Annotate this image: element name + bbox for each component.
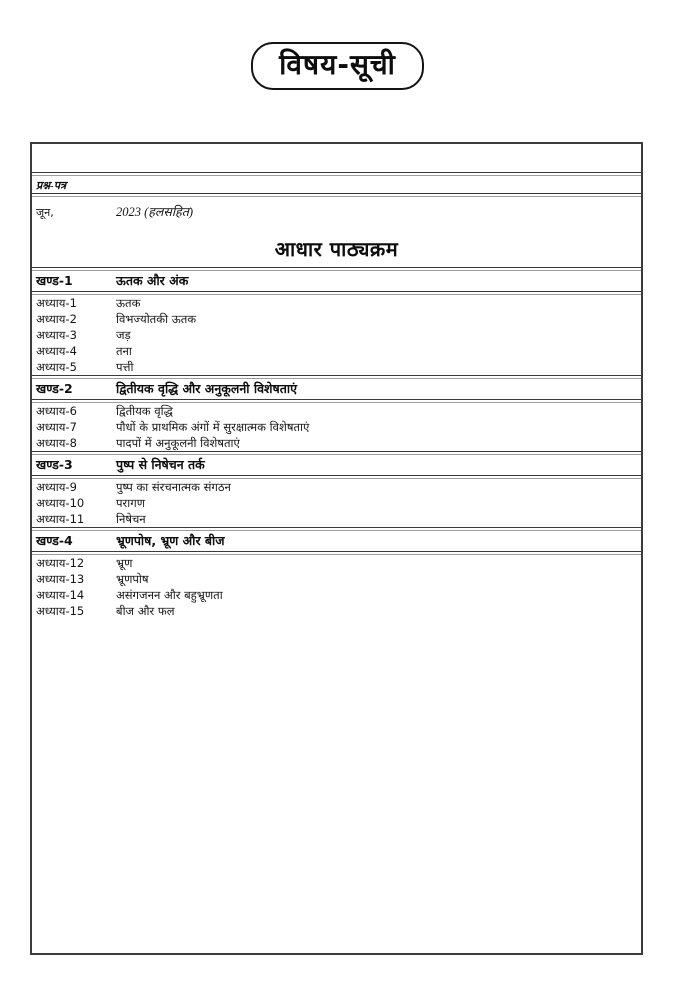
unit-title: ऊतक और अंक — [116, 273, 189, 288]
chapter-row — [32, 587, 641, 603]
unit-label: खण्ड-4 — [36, 533, 73, 548]
chapter-title: द्वितीयक वृद्धि — [116, 404, 173, 418]
chapter-label: अध्याय-7 — [36, 420, 77, 434]
chapter-title: भ्रूणपोष — [116, 572, 149, 586]
chapter-row — [32, 435, 641, 451]
unit-row — [32, 455, 641, 475]
chapter-title: पौधों के प्राथमिक अंगों में सुरक्षात्मक विशेषताएं — [116, 420, 310, 434]
empty-header-row — [32, 144, 641, 172]
chapter-title: ऊतक — [116, 296, 141, 310]
chapter-label: अध्याय-4 — [36, 344, 77, 358]
unit-label: खण्ड-2 — [36, 381, 73, 396]
chapter-label: अध्याय-12 — [36, 556, 85, 570]
chapter-title: तना — [116, 344, 132, 358]
chapter-label: अध्याय-13 — [36, 572, 85, 586]
unit-title: द्वितीयक वृद्धि और अनुकूलनी विशेषताएं — [116, 381, 298, 396]
chapter-row — [32, 511, 641, 527]
units-list — [32, 267, 641, 619]
chapter-title: पत्ती — [116, 360, 134, 374]
chapter-row — [32, 571, 641, 587]
chapter-label: अध्याय-5 — [36, 360, 77, 374]
chapter-row — [32, 359, 641, 375]
chapter-title: पुष्प का संरचनात्मक संगठन — [116, 480, 231, 494]
chapter-title: निषेचन — [116, 512, 146, 526]
chapter-row — [32, 479, 641, 495]
chapter-label: अध्याय-10 — [36, 496, 85, 510]
toc-table — [30, 142, 643, 955]
chapter-label: अध्याय-2 — [36, 312, 77, 326]
chapter-title: जड़ — [116, 328, 131, 342]
chapter-title: बीज और फल — [116, 604, 175, 618]
unit-row — [32, 379, 641, 399]
chapter-row — [32, 343, 641, 359]
chapter-title: असंगजनन और बहुभ्रूणता — [116, 588, 223, 602]
chapter-label: अध्याय-11 — [36, 512, 85, 526]
chapter-title: पादपों में अनुकूलनी विशेषताएं — [116, 436, 240, 450]
chapter-label: अध्याय-3 — [36, 328, 77, 342]
chapter-label: अध्याय-1 — [36, 296, 77, 310]
chapter-label: अध्याय-14 — [36, 588, 85, 602]
chapter-row — [32, 311, 641, 327]
unit-row — [32, 271, 641, 291]
unit-label: खण्ड-3 — [36, 457, 73, 472]
chapter-row — [32, 555, 641, 571]
session-cell — [32, 197, 641, 267]
chapter-label: अध्याय-6 — [36, 404, 77, 418]
chapter-row — [32, 419, 641, 435]
chapter-row — [32, 603, 641, 619]
chapter-title: परागण — [116, 496, 146, 510]
chapter-row — [32, 495, 641, 511]
paper-label: प्रश्न-पत्र — [36, 180, 67, 192]
course-heading: आधार पाठ्यक्रम — [274, 237, 399, 261]
year-label: 2023 (हलसहित) — [116, 205, 194, 219]
chapter-label: अध्याय-15 — [36, 604, 85, 618]
page-title-text: विषय-सूची — [279, 48, 396, 81]
chapter-row — [32, 327, 641, 343]
chapter-row — [32, 403, 641, 419]
unit-title: पुष्प से निषेचन तर्क — [116, 457, 205, 472]
chapter-row — [32, 295, 641, 311]
session-line — [32, 203, 641, 220]
unit-row — [32, 531, 641, 551]
chapter-title: भ्रूण — [116, 556, 133, 570]
unit-title: भ्रूणपोष, भ्रूण और बीज — [116, 533, 225, 548]
page-title — [251, 42, 424, 90]
chapter-title: विभज्योतकी ऊतक — [116, 312, 197, 326]
chapter-label: अध्याय-8 — [36, 436, 77, 450]
paper-row — [32, 176, 641, 193]
chapter-label: अध्याय-9 — [36, 480, 77, 494]
month-label: जून, — [36, 206, 54, 219]
unit-label: खण्ड-1 — [36, 273, 73, 288]
